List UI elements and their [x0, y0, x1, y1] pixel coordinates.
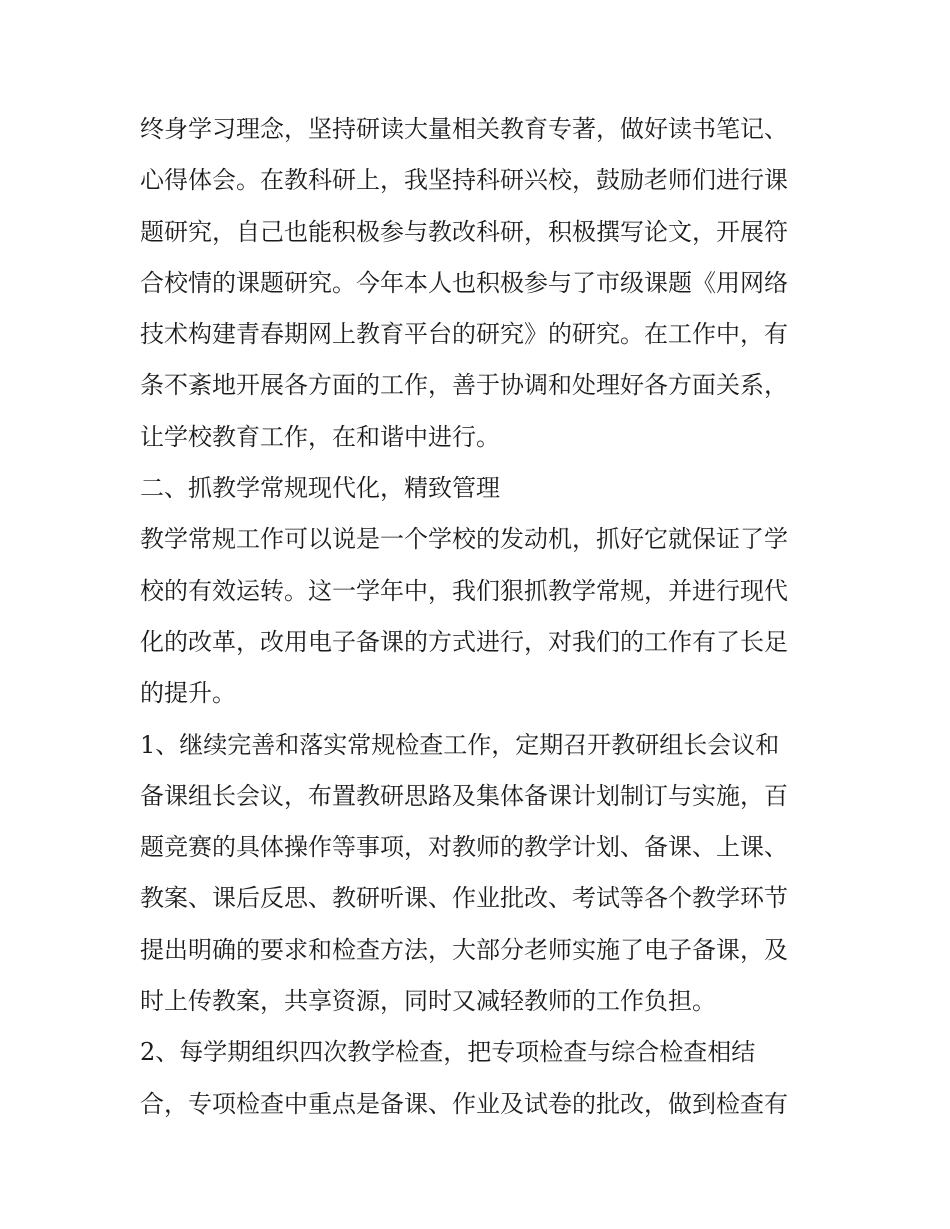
text-line: 技术构建青春期网上教育平台的研究》的研究。在工作中，有 [140, 320, 788, 349]
text-line: 教案、课后反思、教研听课、作业批改、考试等各个教学环节 [140, 884, 788, 913]
text-line: 的提升。 [140, 679, 236, 708]
text-line: 终身学习理念，坚持研读大量相关教育专著，做好读书笔记、 [140, 115, 788, 143]
text-line: 条不紊地开展各方面的工作，善于协调和处理好各方面关系， [140, 371, 788, 400]
text-line: 校的有效运转。这一学年中，我们狠抓教学常规，并进行现代 [140, 576, 788, 605]
text-line: 题研究，自己也能积极参与教改科研，积极撰写论文，开展符 [140, 217, 788, 246]
text-line: 合，专项检查中重点是备课、作业及试卷的批改，做到检查有 [140, 1089, 788, 1118]
text-line: 让学校教育工作，在和谐中进行。 [140, 422, 500, 451]
document-body [140, 104, 820, 1130]
text-line: 化的改革，改用电子备课的方式进行，对我们的工作有了长足 [140, 627, 788, 656]
section-heading: 二、抓教学常规现代化，精致管理 [140, 474, 500, 503]
text-line: 题竞赛的具体操作等事项，对教师的教学计划、备课、上课、 [140, 833, 788, 862]
list-item-1: 1、继续完善和落实常规检查工作，定期召开教研组长会议和 [140, 730, 780, 759]
text-line: 备课组长会议，布置教研思路及集体备课计划制订与实施，百 [140, 781, 788, 810]
text-line: 时上传教案，共享资源，同时又减轻教师的工作负担。 [140, 987, 716, 1016]
text-line: 教学常规工作可以说是一个学校的发动机，抓好它就保证了学 [140, 525, 788, 554]
text-line: 提出明确的要求和检查方法，大部分老师实施了电子备课，及 [140, 935, 788, 964]
text-line: 心得体会。在教科研上，我坚持科研兴校，鼓励老师们进行课 [140, 166, 788, 195]
list-item-2: 2、每学期组织四次教学检查，把专项检查与综合检查相结 [140, 1038, 756, 1067]
text-line: 合校情的课题研究。今年本人也积极参与了市级课题《用网络 [140, 268, 788, 297]
